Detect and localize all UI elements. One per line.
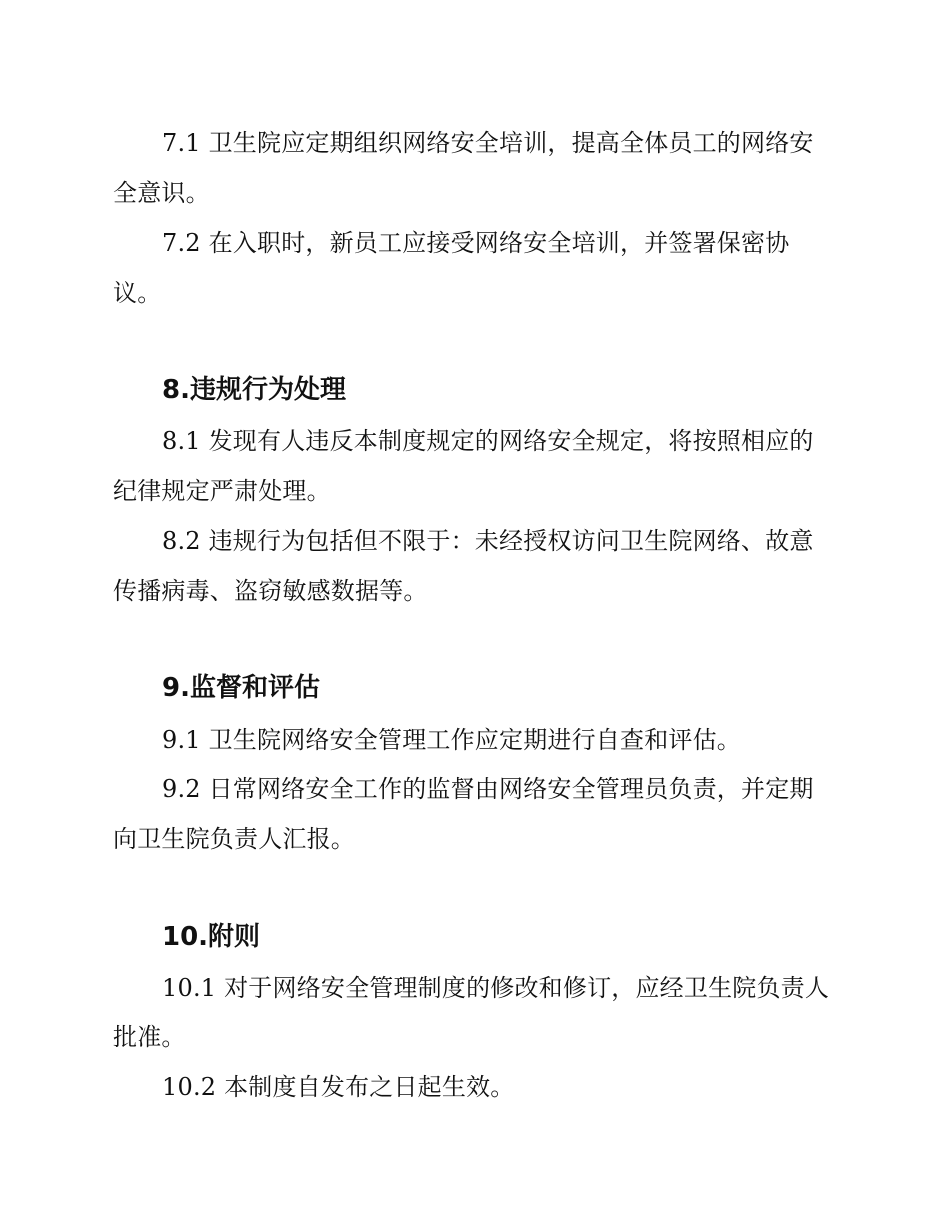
- section-10-heading: 10.附则: [162, 922, 261, 952]
- paragraph-10-1-line-2: 批准。: [113, 1023, 186, 1051]
- paragraph-9-2-line-2: 向卫生院负责人汇报。: [113, 825, 355, 853]
- paragraph-9-1-line-1: 9.1 卫生院网络安全管理工作应定期进行自查和评估。: [162, 726, 741, 754]
- paragraph-8-2-line-2: 传播病毒、盗窃敏感数据等。: [113, 577, 428, 605]
- paragraph-8-2-line-1: 8.2 违规行为包括但不限于：未经授权访问卫生院网络、故意: [162, 527, 814, 555]
- section-8-heading: 8.违规行为处理: [162, 375, 346, 405]
- paragraph-8-1-line-2: 纪律规定严肃处理。: [113, 477, 331, 505]
- paragraph-8-1-line-1: 8.1 发现有人违反本制度规定的网络安全规定，将按照相应的: [162, 427, 814, 455]
- section-9-heading: 9.监督和评估: [162, 673, 320, 703]
- paragraph-7-2-line-1: 7.2 在入职时，新员工应接受网络安全培训，并签署保密协: [162, 229, 790, 257]
- paragraph-7-1-line-2: 全意识。: [113, 179, 210, 207]
- paragraph-7-1-line-1: 7.1 卫生院应定期组织网络安全培训，提高全体员工的网络安: [162, 129, 814, 157]
- paragraph-10-2-line-1: 10.2 本制度自发布之日起生效。: [162, 1073, 515, 1101]
- paragraph-7-2-line-2: 议。: [113, 279, 162, 307]
- paragraph-10-1-line-1: 10.1 对于网络安全管理制度的修改和修订，应经卫生院负责人: [162, 974, 830, 1002]
- paragraph-9-2-line-1: 9.2 日常网络安全工作的监督由网络安全管理员负责，并定期: [162, 775, 814, 803]
